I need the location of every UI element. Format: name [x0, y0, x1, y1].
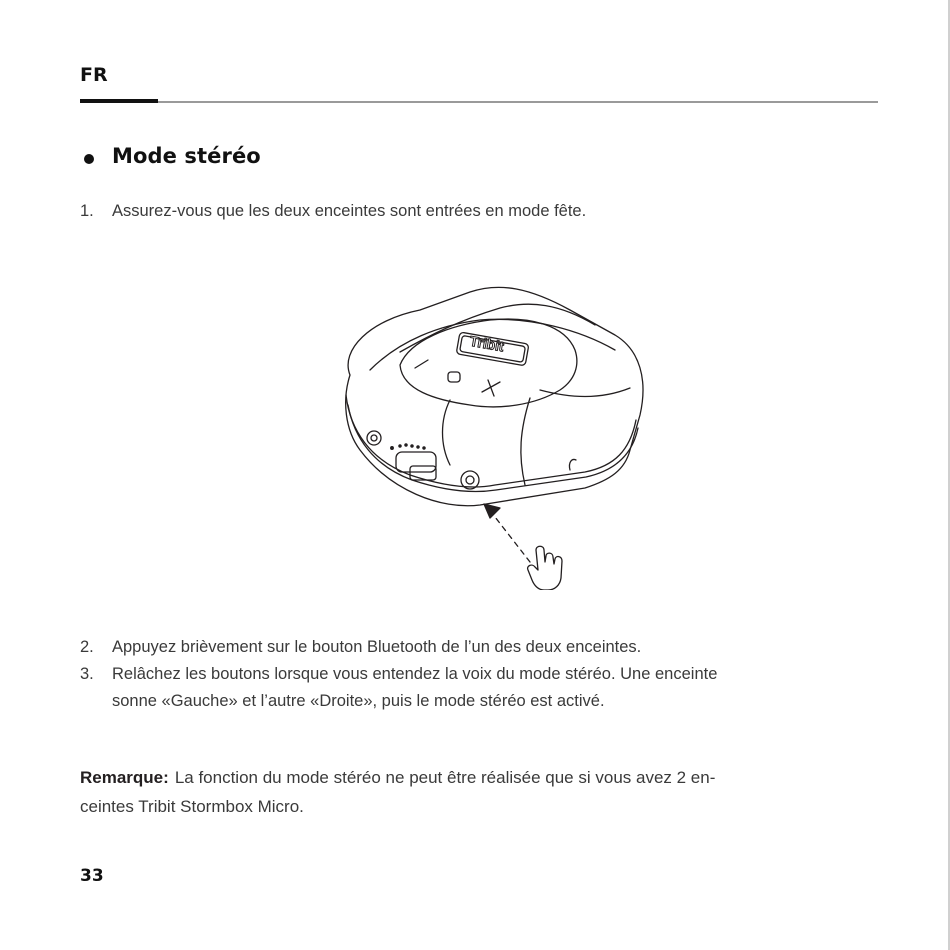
speaker-illustration — [330, 280, 650, 590]
step-number: 2. — [80, 638, 94, 656]
step-number: 1. — [80, 202, 94, 220]
step-number: 3. — [80, 665, 94, 683]
header-rule-accent — [80, 99, 158, 103]
step-text-line1: Relâchez les boutons lorsque vous entendez la voix du mode stéréo. Une enceinte — [112, 665, 718, 683]
step-text: Appuyez brièvement sur le bouton Bluetooth de l’un des deux enceintes. — [112, 638, 642, 656]
tribit-logo: Tribit — [468, 332, 506, 355]
step-text: Assurez-vous que les deux enceintes sont entrées en mode fête. — [112, 202, 587, 220]
language-label: FR — [80, 64, 108, 86]
step-text-line2: sonne «Gauche» et l’autre «Droite», puis le mode stéréo est activé. — [112, 692, 605, 710]
section-title: Mode stéréo — [112, 144, 261, 168]
note-text-line2: ceintes Tribit Stormbox Micro. — [80, 797, 304, 816]
header-rule — [80, 101, 878, 103]
note — [80, 763, 860, 821]
note-label: Remarque: — [80, 768, 169, 787]
page-number: 33 — [80, 866, 104, 886]
section-bullet — [84, 154, 94, 164]
note-text-line1: La fonction du mode stéréo ne peut être réalisée que si vous avez 2 en- — [174, 768, 716, 787]
